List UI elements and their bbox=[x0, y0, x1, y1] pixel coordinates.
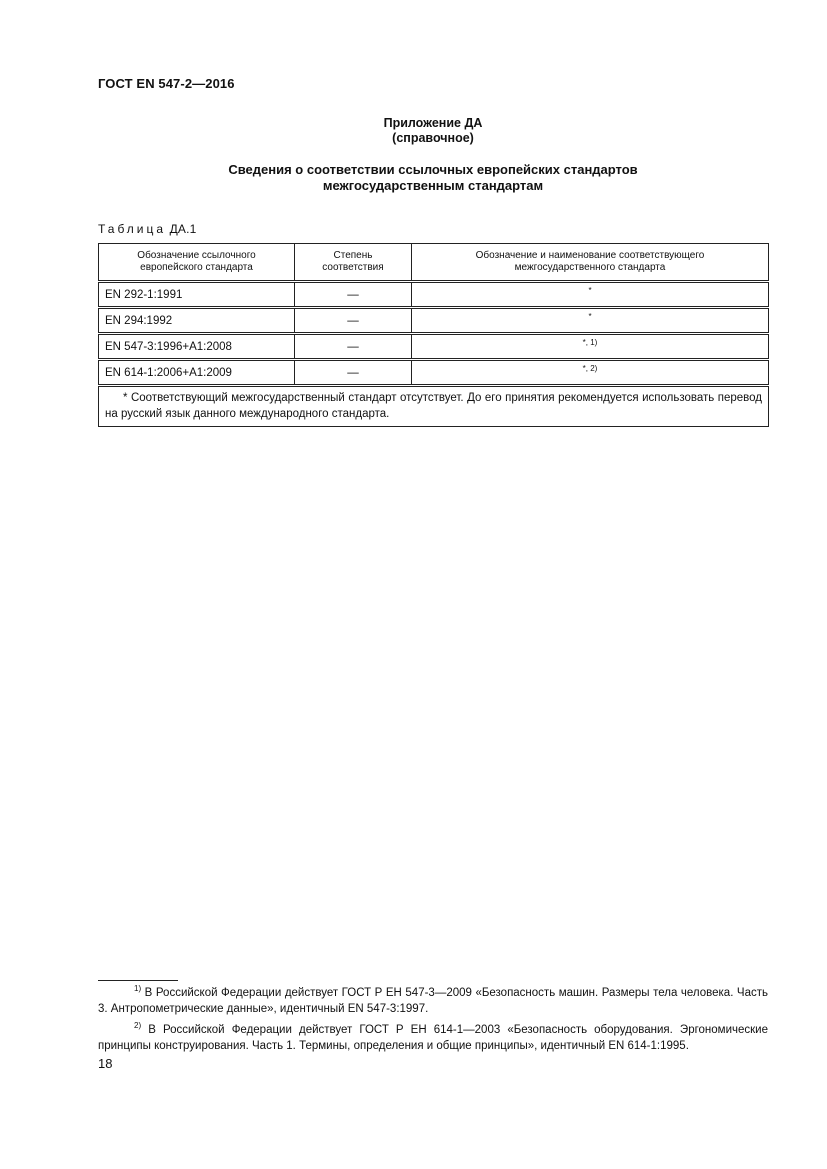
page-number: 18 bbox=[98, 1056, 113, 1071]
row-code: EN 292-1:1991 bbox=[99, 282, 295, 308]
header-interstate-standard-line-1: Обозначение и наименование соответствующего bbox=[475, 250, 705, 261]
table-caption bbox=[98, 222, 197, 236]
header-european-standard bbox=[99, 244, 295, 282]
row-reference: *, 1) bbox=[412, 334, 769, 360]
row-degree: — bbox=[295, 308, 412, 334]
header-european-standard-line-1: Обозначение ссылочного bbox=[137, 250, 256, 261]
header-european-standard-line-2: европейского стандарта bbox=[140, 262, 253, 273]
table-note-row bbox=[99, 386, 769, 427]
section-heading bbox=[98, 162, 768, 194]
standards-table bbox=[98, 243, 769, 427]
section-heading-line-2: межгосударственным стандартам bbox=[322, 178, 544, 193]
annex-subtitle: (справочное) bbox=[392, 131, 474, 145]
footnote bbox=[98, 985, 768, 1017]
row-degree: — bbox=[295, 360, 412, 386]
table-row bbox=[99, 308, 769, 334]
table-row bbox=[99, 334, 769, 360]
footnote-mark: 1) bbox=[134, 984, 142, 994]
header-degree bbox=[295, 244, 412, 282]
section-heading-line-1: Сведения о соответствии ссылочных европейских стандартов bbox=[228, 162, 638, 177]
row-degree: — bbox=[295, 334, 412, 360]
header-interstate-standard bbox=[412, 244, 769, 282]
table-caption-word: Таблица bbox=[98, 222, 167, 236]
header-interstate-standard-line-2: межгосударственного стандарта bbox=[514, 262, 666, 273]
footnote-text: В Российской Федерации действует ГОСТ Р ЕН 614-1—2003 «Безопасность оборудования. Эргономические принципы конструирования. Часть 1. Термины, определения и общие принципы», идентичный EN 614-1:1995. bbox=[98, 1024, 768, 1052]
row-code: EN 547-3:1996+A1:2008 bbox=[99, 334, 295, 360]
footnote-divider bbox=[98, 980, 178, 981]
table-header-row bbox=[99, 244, 769, 282]
row-reference: * bbox=[412, 282, 769, 308]
table-row bbox=[99, 282, 769, 308]
footnote-mark: 2) bbox=[134, 1021, 142, 1031]
document-header: ГОСТ EN 547-2—2016 bbox=[98, 76, 235, 91]
annex-title-block bbox=[98, 116, 768, 146]
annex-title: Приложение ДА bbox=[383, 116, 483, 130]
row-reference: *, 2) bbox=[412, 360, 769, 386]
row-degree: — bbox=[295, 282, 412, 308]
table-note: * Соответствующий межгосударственный стандарт отсутствует. До его принятия рекомендуется использовать перевод на русский язык данного международного стандарта. bbox=[99, 386, 769, 427]
footnotes bbox=[98, 985, 768, 1059]
footnote-text: В Российской Федерации действует ГОСТ Р ЕН 547-3—2009 «Безопасность машин. Размеры тела человека. Часть 3. Антропометрические данные», идентичный EN 547-3:1997. bbox=[98, 987, 768, 1015]
row-code: EN 294:1992 bbox=[99, 308, 295, 334]
row-reference: * bbox=[412, 308, 769, 334]
header-degree-line-2: соответствия bbox=[322, 262, 384, 273]
row-code: EN 614-1:2006+A1:2009 bbox=[99, 360, 295, 386]
table-row bbox=[99, 360, 769, 386]
table-caption-id: ДА.1 bbox=[169, 222, 197, 236]
footnote bbox=[98, 1022, 768, 1054]
header-degree-line-1: Степень bbox=[333, 250, 373, 261]
